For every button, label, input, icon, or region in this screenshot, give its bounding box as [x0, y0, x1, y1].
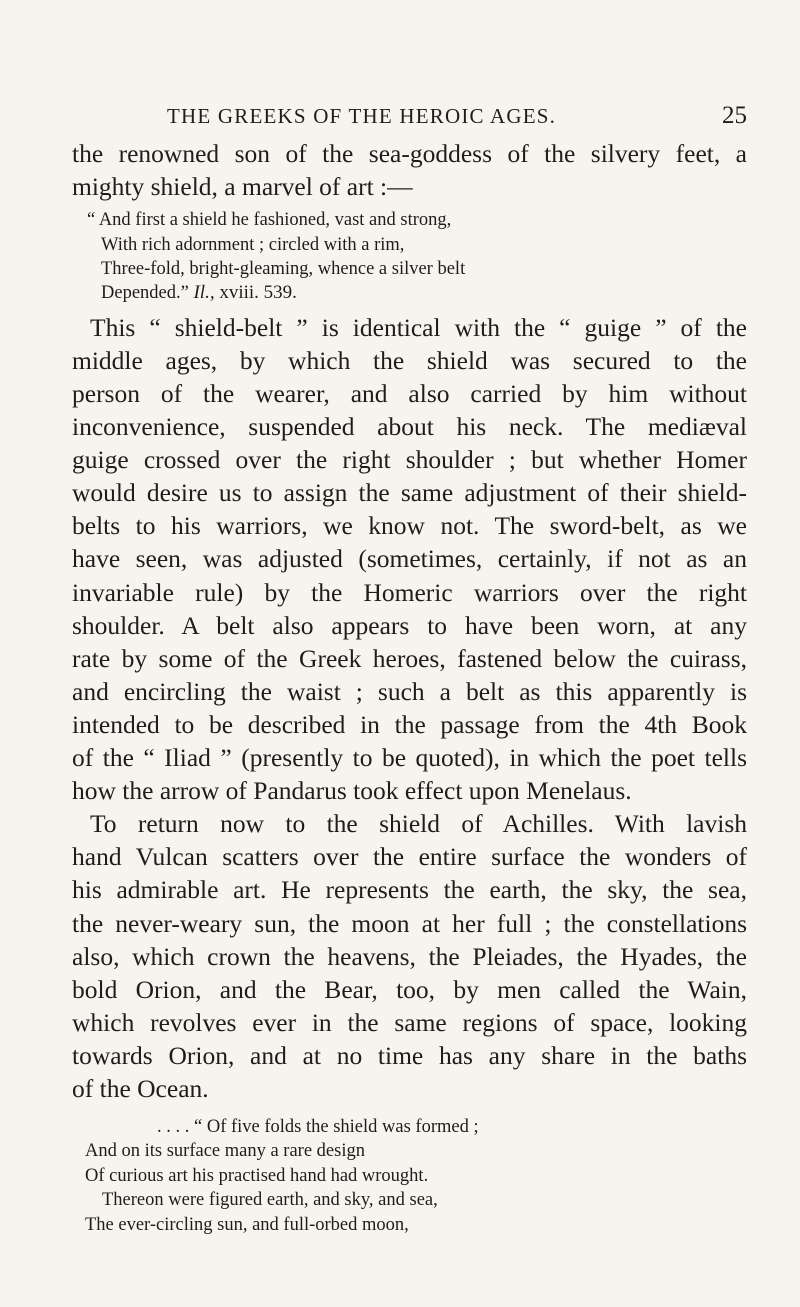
text-line: how the arrow of Pandarus took effect upon Menelaus.: [72, 776, 632, 806]
text-line: the renowned son of the sea-goddess of the silvery feet, a: [72, 139, 747, 168]
verse-quote-2: [72, 1115, 747, 1237]
text-line: hand Vulcan scatters over the entire surface the wonders of: [72, 842, 747, 872]
text-line: To return now to the shield of Achilles. With lavish: [90, 809, 747, 839]
verse-line: Thereon were figured earth, and sky, and sea,: [102, 1190, 438, 1211]
text-line: inconvenience, suspended about his neck. The mediæval: [72, 412, 747, 442]
text-line: have seen, was adjusted (sometimes, certainly, if not as an: [72, 544, 747, 574]
citation: [193, 282, 296, 303]
verse-line: Depended.”: [101, 283, 189, 304]
verse-line: . . . . “ Of five folds the shield was formed ;: [157, 1117, 479, 1138]
verse-line: Of curious art his practised hand had wrought.: [85, 1165, 429, 1186]
paragraph-shield-belt: [72, 311, 747, 807]
text-line: guige crossed over the right shoulder ; but whether Homer: [72, 445, 747, 475]
verse-line-with-citation: [87, 281, 747, 305]
text-line: belts to his warriors, we know not. The sword-belt, as we: [72, 511, 747, 541]
text-line: which revolves ever in the same regions of space, looking: [72, 1007, 747, 1037]
text-line: his admirable art. He represents the earth, the sky, the sea,: [72, 875, 747, 905]
text-line: intended to be described in the passage from the 4th Book: [72, 709, 747, 739]
text-line: the never-weary sun, the moon at her full ; the constellations: [72, 908, 747, 938]
verse-quote-1: [72, 208, 747, 306]
verse-line: Three-fold, bright-gleaming, whence a silver belt: [101, 259, 466, 279]
text-line: of the Ocean.: [72, 1073, 209, 1103]
verse-line: The ever-circling sun, and full-orbed moon,: [85, 1214, 409, 1235]
intro-paragraph: [72, 137, 747, 203]
text-line: invariable rule) by the Homeric warriors over the right: [72, 577, 747, 607]
text-line: rate by some of the Greek heroes, fastened below the cuirass,: [72, 643, 747, 673]
running-header: [167, 104, 747, 134]
verse-line: “ And first a shield he fashioned, vast and strong,: [87, 210, 452, 231]
citation-reference: xviii. 539.: [214, 282, 297, 304]
paragraph-shield-of-achilles: [72, 807, 747, 1105]
text-line: also, which crown the heavens, the Pleiades, the Hyades, the: [72, 941, 747, 971]
text-line: towards Orion, and at no time has any share in the baths: [72, 1040, 747, 1070]
body-text: [72, 137, 747, 1241]
page-number: 25: [722, 102, 747, 129]
text-line: shoulder. A belt also appears to have been worn, at any: [72, 610, 747, 640]
text-line: mighty shield, a marvel of art :—: [72, 172, 413, 202]
verse-line: With rich adornment ; circled with a rim,: [101, 234, 405, 255]
text-line: of the “ Iliad ” (presently to be quoted), in which the poet tells: [72, 743, 747, 773]
verse-line: And on its surface many a rare design: [85, 1141, 365, 1162]
text-line: and encircling the waist ; such a belt as this apparently is: [72, 676, 747, 706]
text-line: bold Orion, and the Bear, too, by men called the Wain,: [72, 974, 747, 1004]
citation-work: Il.,: [193, 282, 215, 304]
text-line: would desire us to assign the same adjustment of their shield-: [72, 478, 747, 508]
text-line: middle ages, by which the shield was secured to the: [72, 345, 747, 375]
text-line: This “ shield-belt ” is identical with the “ guige ” of the: [90, 312, 747, 342]
text-line: person of the wearer, and also carried by him without: [72, 379, 747, 408]
running-title: THE GREEKS OF THE HEROIC AGES.: [167, 104, 557, 128]
